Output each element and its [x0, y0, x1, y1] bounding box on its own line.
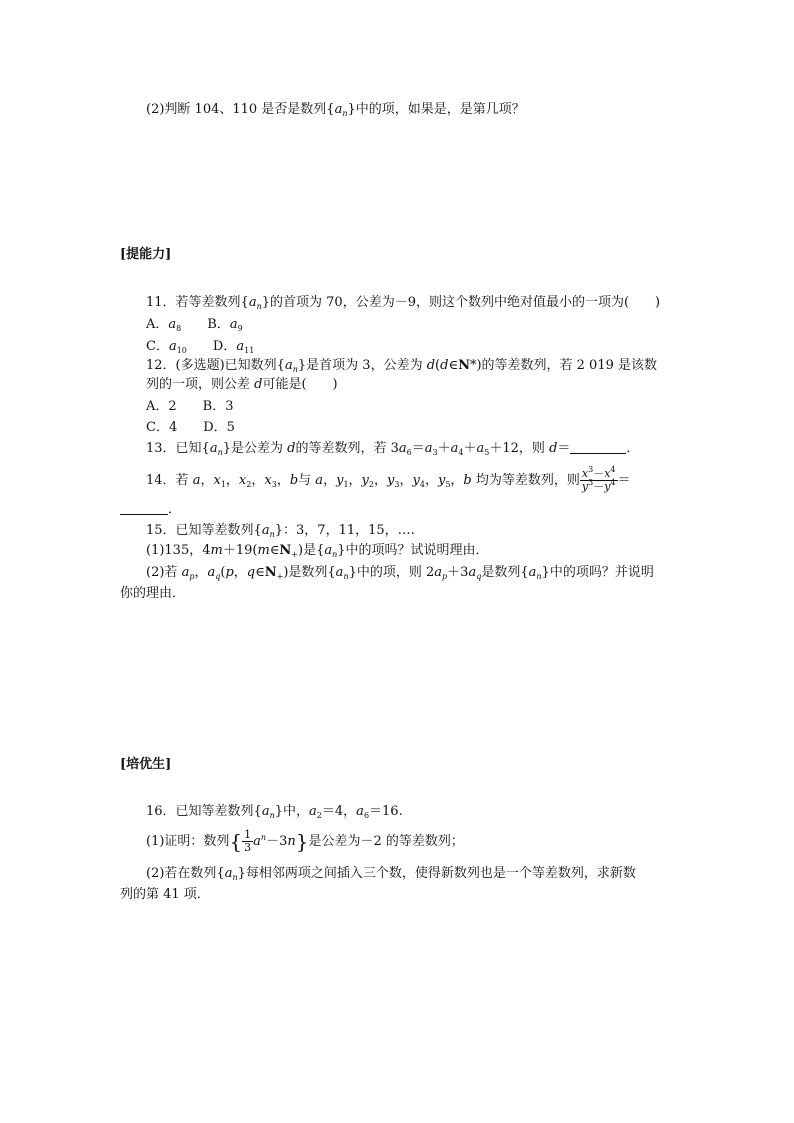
q12-stem-line2: 列的一项，则公差 d可能是( ) [146, 377, 338, 392]
q15-stem: 15．已知等差数列$\{a_n\}$：3，7，11，15，…. [146, 523, 415, 539]
q16-part2-line2: 列的第 41 项． [120, 887, 210, 902]
section-heading-excel: [培优生] [120, 757, 172, 772]
q16-part2-line1: (2)若在数列$\{a_n\}$每相邻两项之间插入三个数，使得新数列也是一个等差数列，求新数 [146, 866, 636, 882]
q12-options-row1: A．2 B．3 [146, 399, 234, 414]
q15-part2-line2: 你的理由． [120, 586, 186, 601]
q16-part1: (1)证明：数列{ $\frac{1}{3}$ $a^n-3n$}是公差为－2 的等差数列； [146, 828, 464, 854]
q12-stem-line1: 12．(多选题)已知数列$\{a_n\}$是首项为 3，公差为 d(d∈N*)的等差数列，若 2 019 是该数 [146, 358, 658, 374]
q14-fraction: $\frac{x^3-x^4}{y^3-y^4}$ [581, 465, 616, 493]
q14-answer-line: ． [120, 502, 181, 518]
q14-stem: 14．若 a，$x_1$，$x_2$，$x_3$，b与 a，$y_1$，$y_2$，$y_3$，$y_4$，$y_5$，b 均为等差数列，则 $\frac{x^3-x^4}{y^3-y^4}$ ＝ [146, 465, 631, 493]
q13: 13．已知$\{a_n\}$是公差为 d的等差数列，若 $3a_6=a_3+a_4+a_5+12$，则 d＝ ． [146, 441, 640, 457]
q11-options-row1: A．$a_8$ B．$a_9$ [146, 317, 243, 333]
q11-stem: 11．若等差数列$\{a_n\}$的首项为 70，公差为－9，则这个数列中绝对值最小的一项为( ) [146, 295, 661, 311]
section-heading-improve: [提能力] [120, 247, 172, 262]
q16-stem: 16．已知等差数列$\{a_n\}$中，$a_2=4$，$a_6=16$. [146, 804, 403, 820]
q10-part2: (2)判断 104、110 是否是数列$\{a_n\}$中的项，如果是，是第几项？ [146, 102, 525, 118]
q15-part1: (1)135，$4m+19(m\in N_+)$是$\{a_n\}$中的项吗？试说明理由． [146, 543, 489, 559]
q14-answer-blank [120, 514, 168, 515]
q13-answer-blank [570, 453, 626, 454]
q16-fraction: $\frac{1}{3}$ [244, 828, 252, 854]
q15-part2-line1: (2)若 $a_p$，$a_q(p$，$q\in N_+$)是数列$\{a_n\}$中的项，则 $2a_p+3a_q$是数列$\{a_n\}$中的项吗？并说明 [146, 565, 654, 581]
q11-options-row2: C．$a_{10}$ D．$a_{11}$ [146, 339, 255, 355]
q12-options-row2: C．4 D．5 [146, 420, 235, 435]
